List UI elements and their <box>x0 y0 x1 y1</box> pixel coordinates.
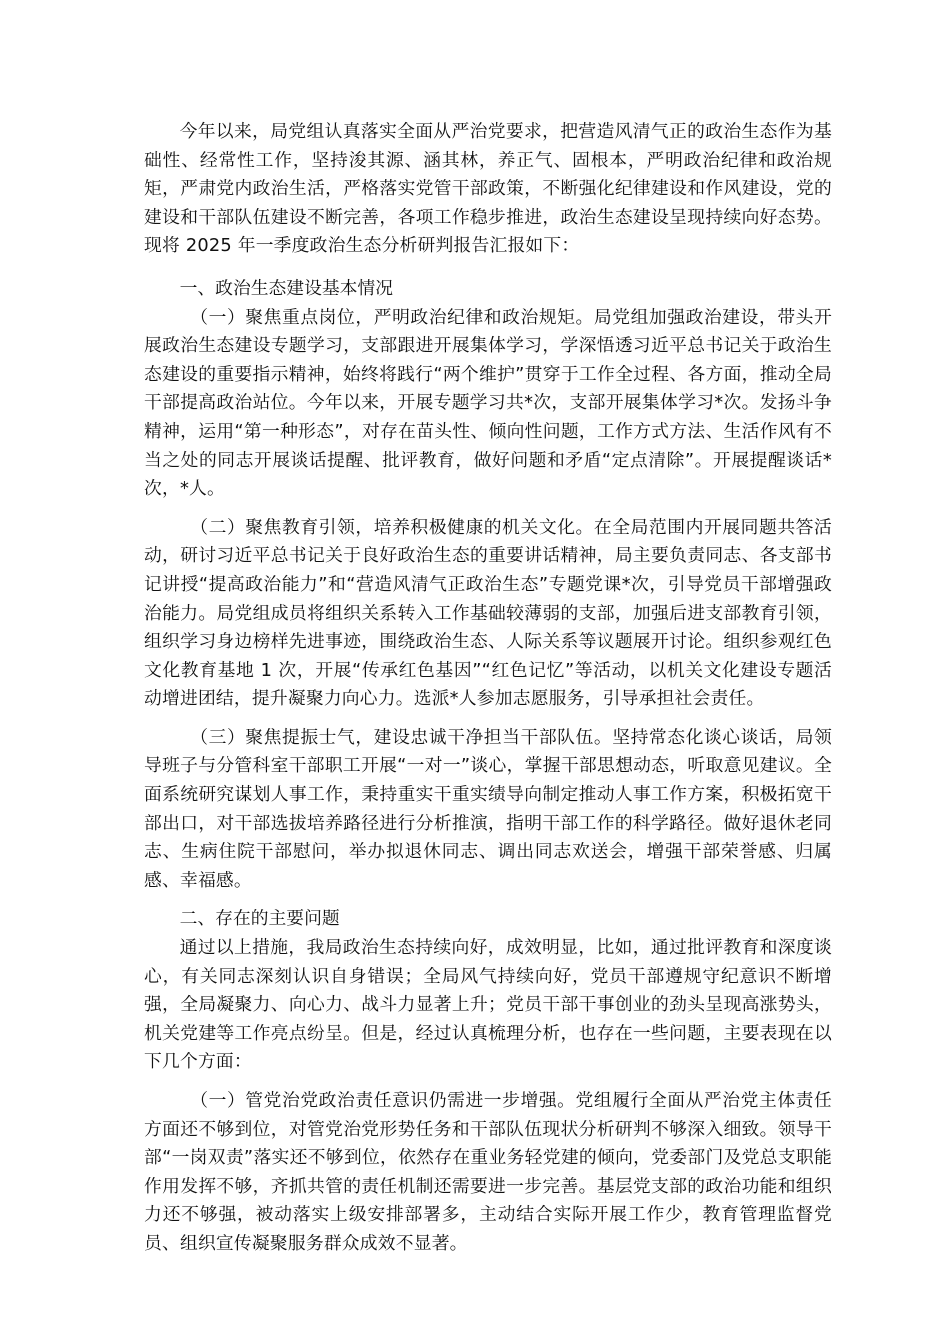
section-1-item-3-body: 坚持常态化谈心谈话，局领导班子与分管科室干部职工开展“一对一”谈心，掌握干部思想动态，听取意见建议。全面系统研究谋划人事工作，秉持重实干重实绩导向制定推动人事工作方案，积极拓宽干部出口，对干部选拔培养路径进行分析推演，指明干部工作的科学路径。做好退休老同志、生病住院干部慰问，举办拟退休同志、调出同志欢送会，增强干部荣誉感、归属感、幸福感。 <box>144 726 832 891</box>
section-1-item-2 <box>144 514 832 714</box>
section-2-item-1-title: （一）管党治党政治责任意识仍需进一步增强。 <box>190 1090 576 1111</box>
section-2-heading: 二、存在的主要问题 <box>179 908 340 930</box>
intro-paragraph: 今年以来，局党组认真落实全面从严治党要求，把营造风清气正的政治生态作为基础性、经常性工作，坚持浚其源、涵其林，养正气、固根本，严明政治纪律和政治规矩，严肃党内政治生活，严格落实党管干部政策，不断强化纪律建设和作风建设，党的建设和干部队伍建设不断完善，各项工作稳步推进，政治生态建设呈现持续向好态势。现将 2025 年一季度政治生态分析研判报告汇报如下： <box>144 121 832 257</box>
section-1-item-1 <box>144 304 832 504</box>
section-1-item-2-title: （二）聚焦教育引领，培养积极健康的机关文化。 <box>190 516 594 538</box>
section-1-item-3 <box>144 724 832 896</box>
section-1-item-1-title: （一）聚焦重点岗位，严明政治纪律和政治规矩。 <box>190 306 594 328</box>
section-2-intro: 通过以上措施，我局政治生态持续向好，成效明显，比如，通过批评教育和深度谈心，有关同志深刻认识自身错误；全局风气持续向好，党员干部遵规守纪意识不断增强，全局凝聚力、向心力、战斗力显著上升；党员干部干事创业的劲头呈现高涨势头，机关党建等工作亮点纷呈。但是，经过认真梳理分析，也存在一些问题，主要表现在以下几个方面： <box>144 937 832 1073</box>
document-page <box>144 118 832 1259</box>
section-2-item-1-body: 党组履行全面从严治党主体责任方面还不够到位，对管党治党形势任务和干部队伍现状分析研判不够深入细致。领导干部“一岗双责”落实还不够到位，依然存在重业务轻党建的倾向，党委部门及党总支职能作用发挥不够，齐抓共管的责任机制还需要进一步完善。基层党支部的政治功能和组织力还不够强，被动落实上级安排部署多，主动结合实际开展工作少，教育管理监督党员、组织宣传凝聚服务群众成效不显著。 <box>144 1090 832 1254</box>
section-1-item-1-body: 局党组加强政治建设，带头开展政治生态建设专题学习，支部跟进开展集体学习，学深悟透习近平总书记关于政治生态建设的重要指示精神，始终将践行“两个维护”贯穿于工作全过程、各方面，推动全局干部提高政治站位。今年以来，开展专题学习共*次，支部开展集体学习*次。发扬斗争精神，运用“第一种形态”，对存在苗头性、倾向性问题，工作方式方法、生活作风有不当之处的同志开展谈话提醒、批评教育，做好问题和矛盾“定点清除”。开展提醒谈话*次，*人。 <box>144 306 832 500</box>
section-2-item-1 <box>144 1087 832 1259</box>
section-1-item-2-body: 在全局范围内开展同题共答活动，研讨习近平总书记关于良好政治生态的重要讲话精神，局主要负责同志、各支部书记讲授“提高政治能力”和“营造风清气正政治生态”专题党课*次，引导党员干部增强政治能力。局党组成员将组织关系转入工作基础较薄弱的支部，加强后进支部教育引领，组织学习身边榜样先进事迹，围绕政治生态、人际关系等议题展开讨论。组织参观红色文化教育基地 1 次，开展“传承红色基因”“红色记忆”等活动，以机关文化建设专题活动增进团结，提升凝聚力向心力。选派*人参加志愿服务，引导承担社会责任。 <box>144 516 832 710</box>
section-1-heading: 一、政治生态建设基本情况 <box>179 277 393 299</box>
section-1-item-3-title: （三）聚焦提振士气，建设忠诚干净担当干部队伍。 <box>190 726 613 748</box>
